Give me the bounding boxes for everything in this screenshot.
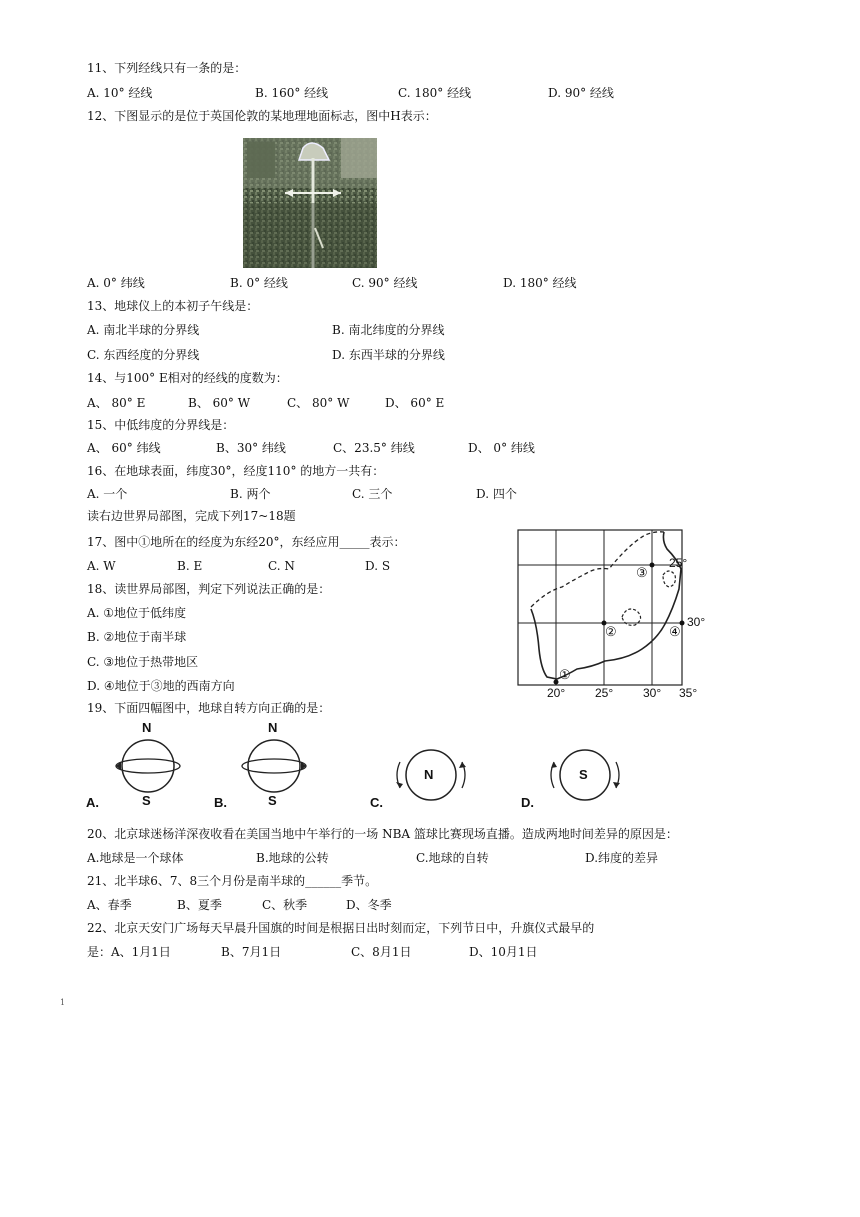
q21-stem: 21、北半球6、7、8三个月份是南半球的______季节。 <box>87 874 378 888</box>
q16-option-d: D. 四个 <box>476 487 517 501</box>
q15-option-c: C、23.5° 纬线 <box>333 441 415 455</box>
map-point-2: ② <box>605 624 617 639</box>
q14-stem: 14、与100° E相对的经线的度数为： <box>87 371 288 385</box>
map-lon-label: 30° <box>643 686 662 700</box>
greenwich-marker-photo <box>243 138 377 268</box>
q11-option-c: C. 180° 经线 <box>398 86 472 100</box>
q11-option-d: D. 90° 经线 <box>548 86 614 100</box>
map-point-1: ① <box>559 667 571 682</box>
q17-option-c: C. N <box>268 559 295 573</box>
q20-option-b: B.地球的公转 <box>256 851 329 865</box>
q18-stem: 18、读世界局部图，判定下列说法正确的是： <box>87 582 331 596</box>
q18-option-b: B. ②地位于南半球 <box>87 630 187 644</box>
q12-option-d: D. 180° 经线 <box>503 276 577 290</box>
q22-option-a: A、1月1日 <box>111 945 171 959</box>
map-point-4: ④ <box>669 624 681 639</box>
page-number: 1 <box>60 998 66 1007</box>
q21-option-d: D、冬季 <box>346 898 392 912</box>
q20-option-c: C.地球的自转 <box>416 851 489 865</box>
globe-d-pole: S <box>579 767 588 782</box>
q15-option-b: B、30° 纬线 <box>216 441 286 455</box>
q19-stem: 19、下面四幅图中，地球自转方向正确的是： <box>87 701 331 715</box>
q11-stem: 11、下列经线只有一条的是： <box>87 61 247 75</box>
map-lat-label: 25° <box>669 556 688 570</box>
q15-option-d: D、 0° 纬线 <box>468 441 535 455</box>
globe-d-label: D. <box>521 795 534 810</box>
map-lat-label: 30° <box>687 615 706 629</box>
q13-option-a: A. 南北半球的分界线 <box>87 323 200 337</box>
q16-option-c: C. 三个 <box>352 487 393 501</box>
q14-option-a: A、 80° E <box>87 396 146 410</box>
q13-option-b: B. 南北纬度的分界线 <box>332 323 445 337</box>
q16-stem: 16、在地球表面，纬度30°，经度110° 的地方一共有： <box>87 464 385 478</box>
map-point-3: ③ <box>636 565 648 580</box>
q20-option-d: D.纬度的差异 <box>585 851 659 865</box>
q11-option-b: B. 160° 经线 <box>255 86 329 100</box>
q20-stem: 20、北京球迷杨洋深夜收看在美国当地中午举行的一场 NBA 篮球比赛现场直播。造成两地时间差异的原因是： <box>87 827 678 841</box>
q22-line2-prefix: 是： <box>87 945 112 959</box>
map-questions-intro: 读右边世界局部图，完成下列17~18题 <box>87 509 296 523</box>
globe-a-label: A. <box>86 795 99 810</box>
q21-option-a: A、春季 <box>87 898 132 912</box>
globe-a-north: N <box>142 720 152 735</box>
q14-option-d: D、 60° E <box>385 396 445 410</box>
q22-stem: 22、北京天安门广场每天早晨升国旗的时间是根据日出时刻而定，下列节日中，升旗仪式最早的 <box>87 921 595 935</box>
globe-a-south: S <box>142 793 151 808</box>
globe-b-label: B. <box>214 795 227 810</box>
map-lon-label: 25° <box>595 686 614 700</box>
globe-b-north: N <box>268 720 278 735</box>
q20-option-a: A.地球是一个球体 <box>87 851 184 865</box>
map-lon-label: 35° <box>679 686 698 700</box>
map-lon-label: 20° <box>547 686 566 700</box>
q17-option-d: D. S <box>365 559 391 573</box>
q21-option-b: B、夏季 <box>177 898 222 912</box>
q12-option-b: B. 0° 经线 <box>230 276 288 290</box>
q22-option-d: D、10月1日 <box>469 945 538 959</box>
q17-option-b: B. E <box>177 559 203 573</box>
q22-option-c: C、8月1日 <box>351 945 412 959</box>
q12-option-a: A. 0° 纬线 <box>87 276 145 290</box>
globe-b-south: S <box>268 793 277 808</box>
q13-option-d: D. 东西半球的分界线 <box>332 348 445 362</box>
q18-option-c: C. ③地位于热带地区 <box>87 655 199 669</box>
q12-stem: 12、下图显示的是位于英国伦敦的某地理地面标志，图中H表示： <box>87 109 437 123</box>
globe-c-label: C. <box>370 795 383 810</box>
globe-c-pole: N <box>424 767 434 782</box>
q21-option-c: C、秋季 <box>262 898 308 912</box>
q15-option-a: A、 60° 纬线 <box>87 441 161 455</box>
q14-option-b: B、 60° W <box>188 396 251 410</box>
q18-option-d: D. ④地位于③地的西南方向 <box>87 679 235 693</box>
q17-stem: 17、图中①地所在的经度为东经20°，东经应用_____表示： <box>87 535 406 549</box>
q18-option-a: A. ①地位于低纬度 <box>87 606 187 620</box>
q11-option-a: A. 10° 经线 <box>87 86 153 100</box>
q13-option-c: C. 东西经度的分界线 <box>87 348 200 362</box>
q15-stem: 15、中低纬度的分界线是： <box>87 418 235 432</box>
q16-option-a: A. 一个 <box>87 487 128 501</box>
q16-option-b: B. 两个 <box>230 487 271 501</box>
q22-option-b: B、7月1日 <box>221 945 282 959</box>
q14-option-c: C、 80° W <box>287 396 350 410</box>
q12-option-c: C. 90° 经线 <box>352 276 418 290</box>
q13-stem: 13、地球仪上的本初子午线是： <box>87 299 259 313</box>
q17-option-a: A. W <box>87 559 116 573</box>
